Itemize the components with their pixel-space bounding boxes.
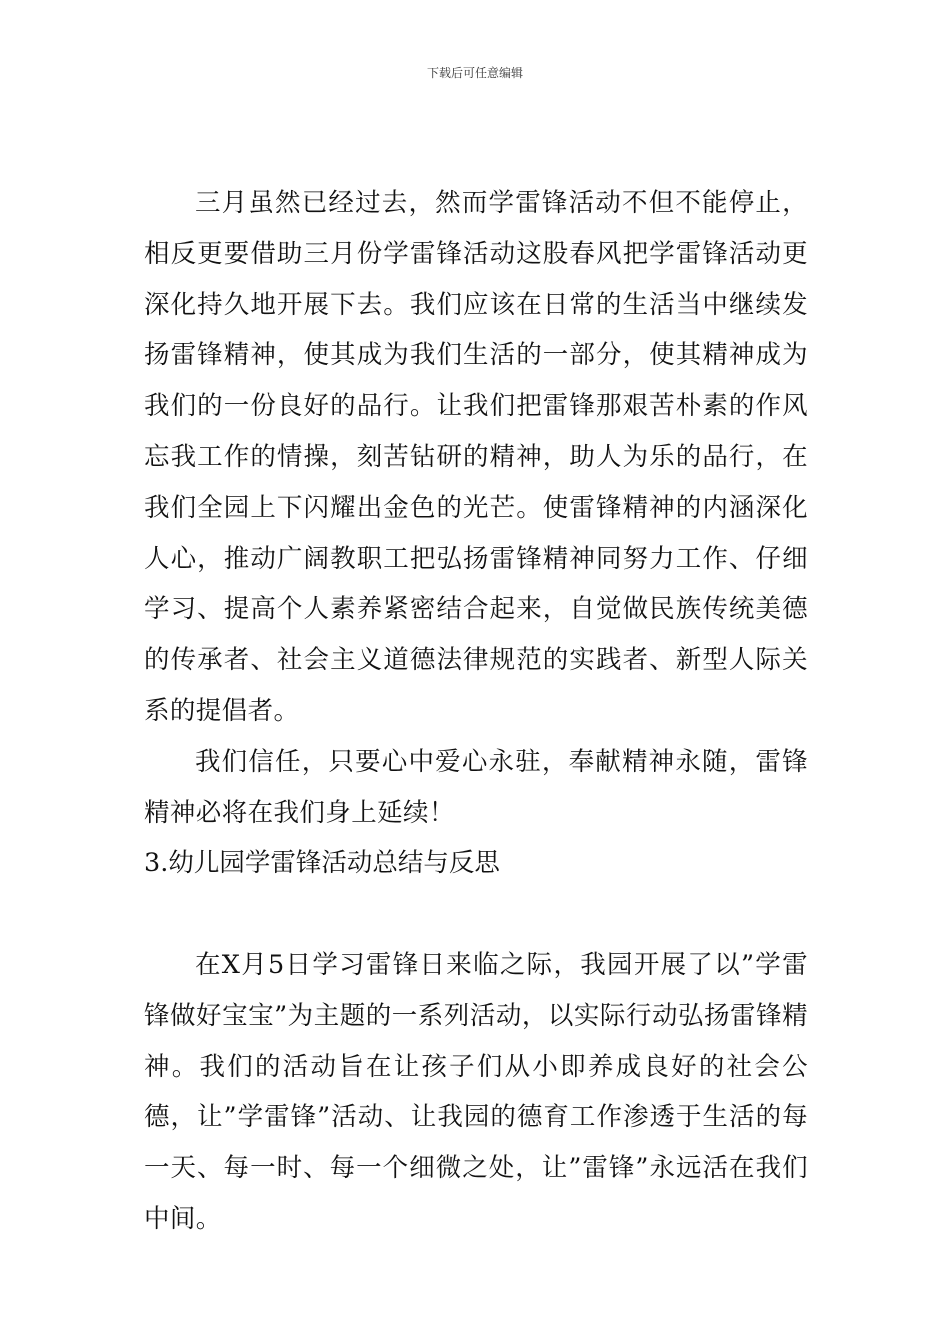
body-paragraph-2: 我们信任，只要心中爱心永驻，奉献精神永随，雷锋精神必将在我们身上延续！ [144, 746, 808, 828]
section-spacer [144, 889, 808, 940]
body-paragraph-3: 在X月5日学习雷锋日来临之际，我园开展了以”学雷锋做好宝宝”为主题的一系列活动，以实际行动弘扬雷锋精神。我们的活动旨在让孩子们从小即养成良好的社会公德，让”学雷锋”活动、让我园的德育工作渗透于生活的每一天、每一时、每一个细微之处，让”雷锋”永远活在我们中间。 [144, 949, 808, 1234]
body-paragraph-1: 三月虽然已经过去，然而学雷锋活动不但不能停止，相反更要借助三月份学雷锋活动这股春风把学雷锋活动更深化持久地开展下去。我们应该在日常的生活当中继续发扬雷锋精神，使其成为我们生活的一部分，使其精神成为我们的一份良好的品行。让我们把雷锋那艰苦朴素的作风忘我工作的情操，刻苦钻研的精神，助人为乐的品行，在我们全园上下闪耀出金色的光芒。使雷锋精神的内涵深化人心，推动广阔教职工把弘扬雷锋精神同努力工作、仔细学习、提高个人素养紧密结合起来，自觉做民族传统美德的传承者、社会主义道德法律规范的实践者、新型人际关系的提倡者。 [144, 188, 808, 726]
document-body [144, 178, 808, 1245]
section-heading: 3.幼儿园学雷锋活动总结与反思 [144, 848, 500, 879]
page-header-note: 下载后可任意编辑 [426, 66, 523, 80]
